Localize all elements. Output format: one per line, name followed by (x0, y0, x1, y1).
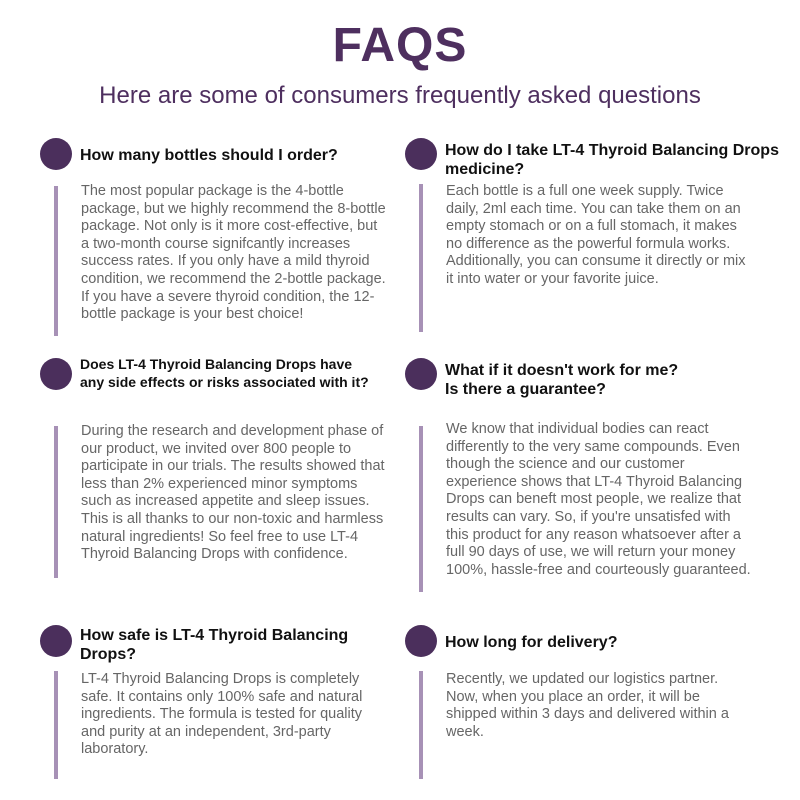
page-title: FAQS (332, 19, 468, 72)
bullet-dot-icon (40, 625, 72, 657)
faq-divider-bar (419, 671, 423, 779)
faq-divider-bar (54, 186, 58, 336)
page-subtitle: Here are some of consumers frequently asked questions (99, 82, 701, 109)
faq-answer: Each bottle is a full one week supply. Twice daily, 2ml each time. You can take them on an empty stomach or on a full stomach, it makes no difference as the powerful formula works. Additionally, you can consume it directly or mix it into water or your favorite juice. (446, 183, 746, 287)
faq-divider-bar (419, 184, 423, 332)
bullet-dot-icon (405, 625, 437, 657)
bullet-dot-icon (40, 138, 72, 170)
faq-answer: We know that individual bodies can react differently to the very same compounds. Even though the science and our customer experience shows that LT-4 Thyroid Balancing Drops can beneft most people, we realize that results can vary. So, if you're unsatisfed with this product for any reason whatsoever after a full 90 days of use, we will return your money 100%, hassle-free and courteously guaranteed. (446, 421, 751, 578)
faq-question: What if it doesn't work for me? Is there a guarantee? (445, 362, 679, 398)
faq-question: Does LT-4 Thyroid Balancing Drops have any side effects or risks associated with it? (80, 356, 369, 390)
faq-divider-bar (419, 426, 423, 592)
faq-answer: LT-4 Thyroid Balancing Drops is completely safe. It contains only 100% safe and natural ingredients. The formula is tested for quality and purity at an independent, 3rd-party laboratory. (81, 671, 363, 758)
faq-answer: The most popular package is the 4-bottle package, but we highly recommend the 8-bottle package. Not only is it more cost-effective, but a two-month course signifcantly increases success rates. If you only have a mild thyroid condition, we recommend the 2-bottle package. If you have a severe thyroid condition, the 12-bottle package is your best choice! (81, 183, 386, 323)
faq-divider-bar (54, 426, 58, 578)
faq-question: How long for delivery? (445, 634, 618, 651)
faq-question: How do I take LT-4 Thyroid Balancing Drops medicine? (445, 142, 779, 178)
bullet-dot-icon (40, 358, 72, 390)
faq-answer: Recently, we updated our logistics partner. Now, when you place an order, it will be shipped within 3 days and delivered within a week. (446, 671, 729, 740)
faq-question: How safe is LT-4 Thyroid Balancing Drops? (80, 627, 349, 663)
faq-answer: During the research and development phase of our product, we invited over 800 people to participate in our trials. The results showed that less than 2% experienced minor symptoms such as increased appetite and sleep issues. This is all thanks to our non-toxic and harmless natural ingredients! So feel free to use LT-4 Thyroid Balancing Drops with confidence. (81, 423, 385, 563)
bullet-dot-icon (405, 358, 437, 390)
bullet-dot-icon (405, 138, 437, 170)
faq-divider-bar (54, 671, 58, 779)
faq-question: How many bottles should I order? (80, 147, 338, 164)
